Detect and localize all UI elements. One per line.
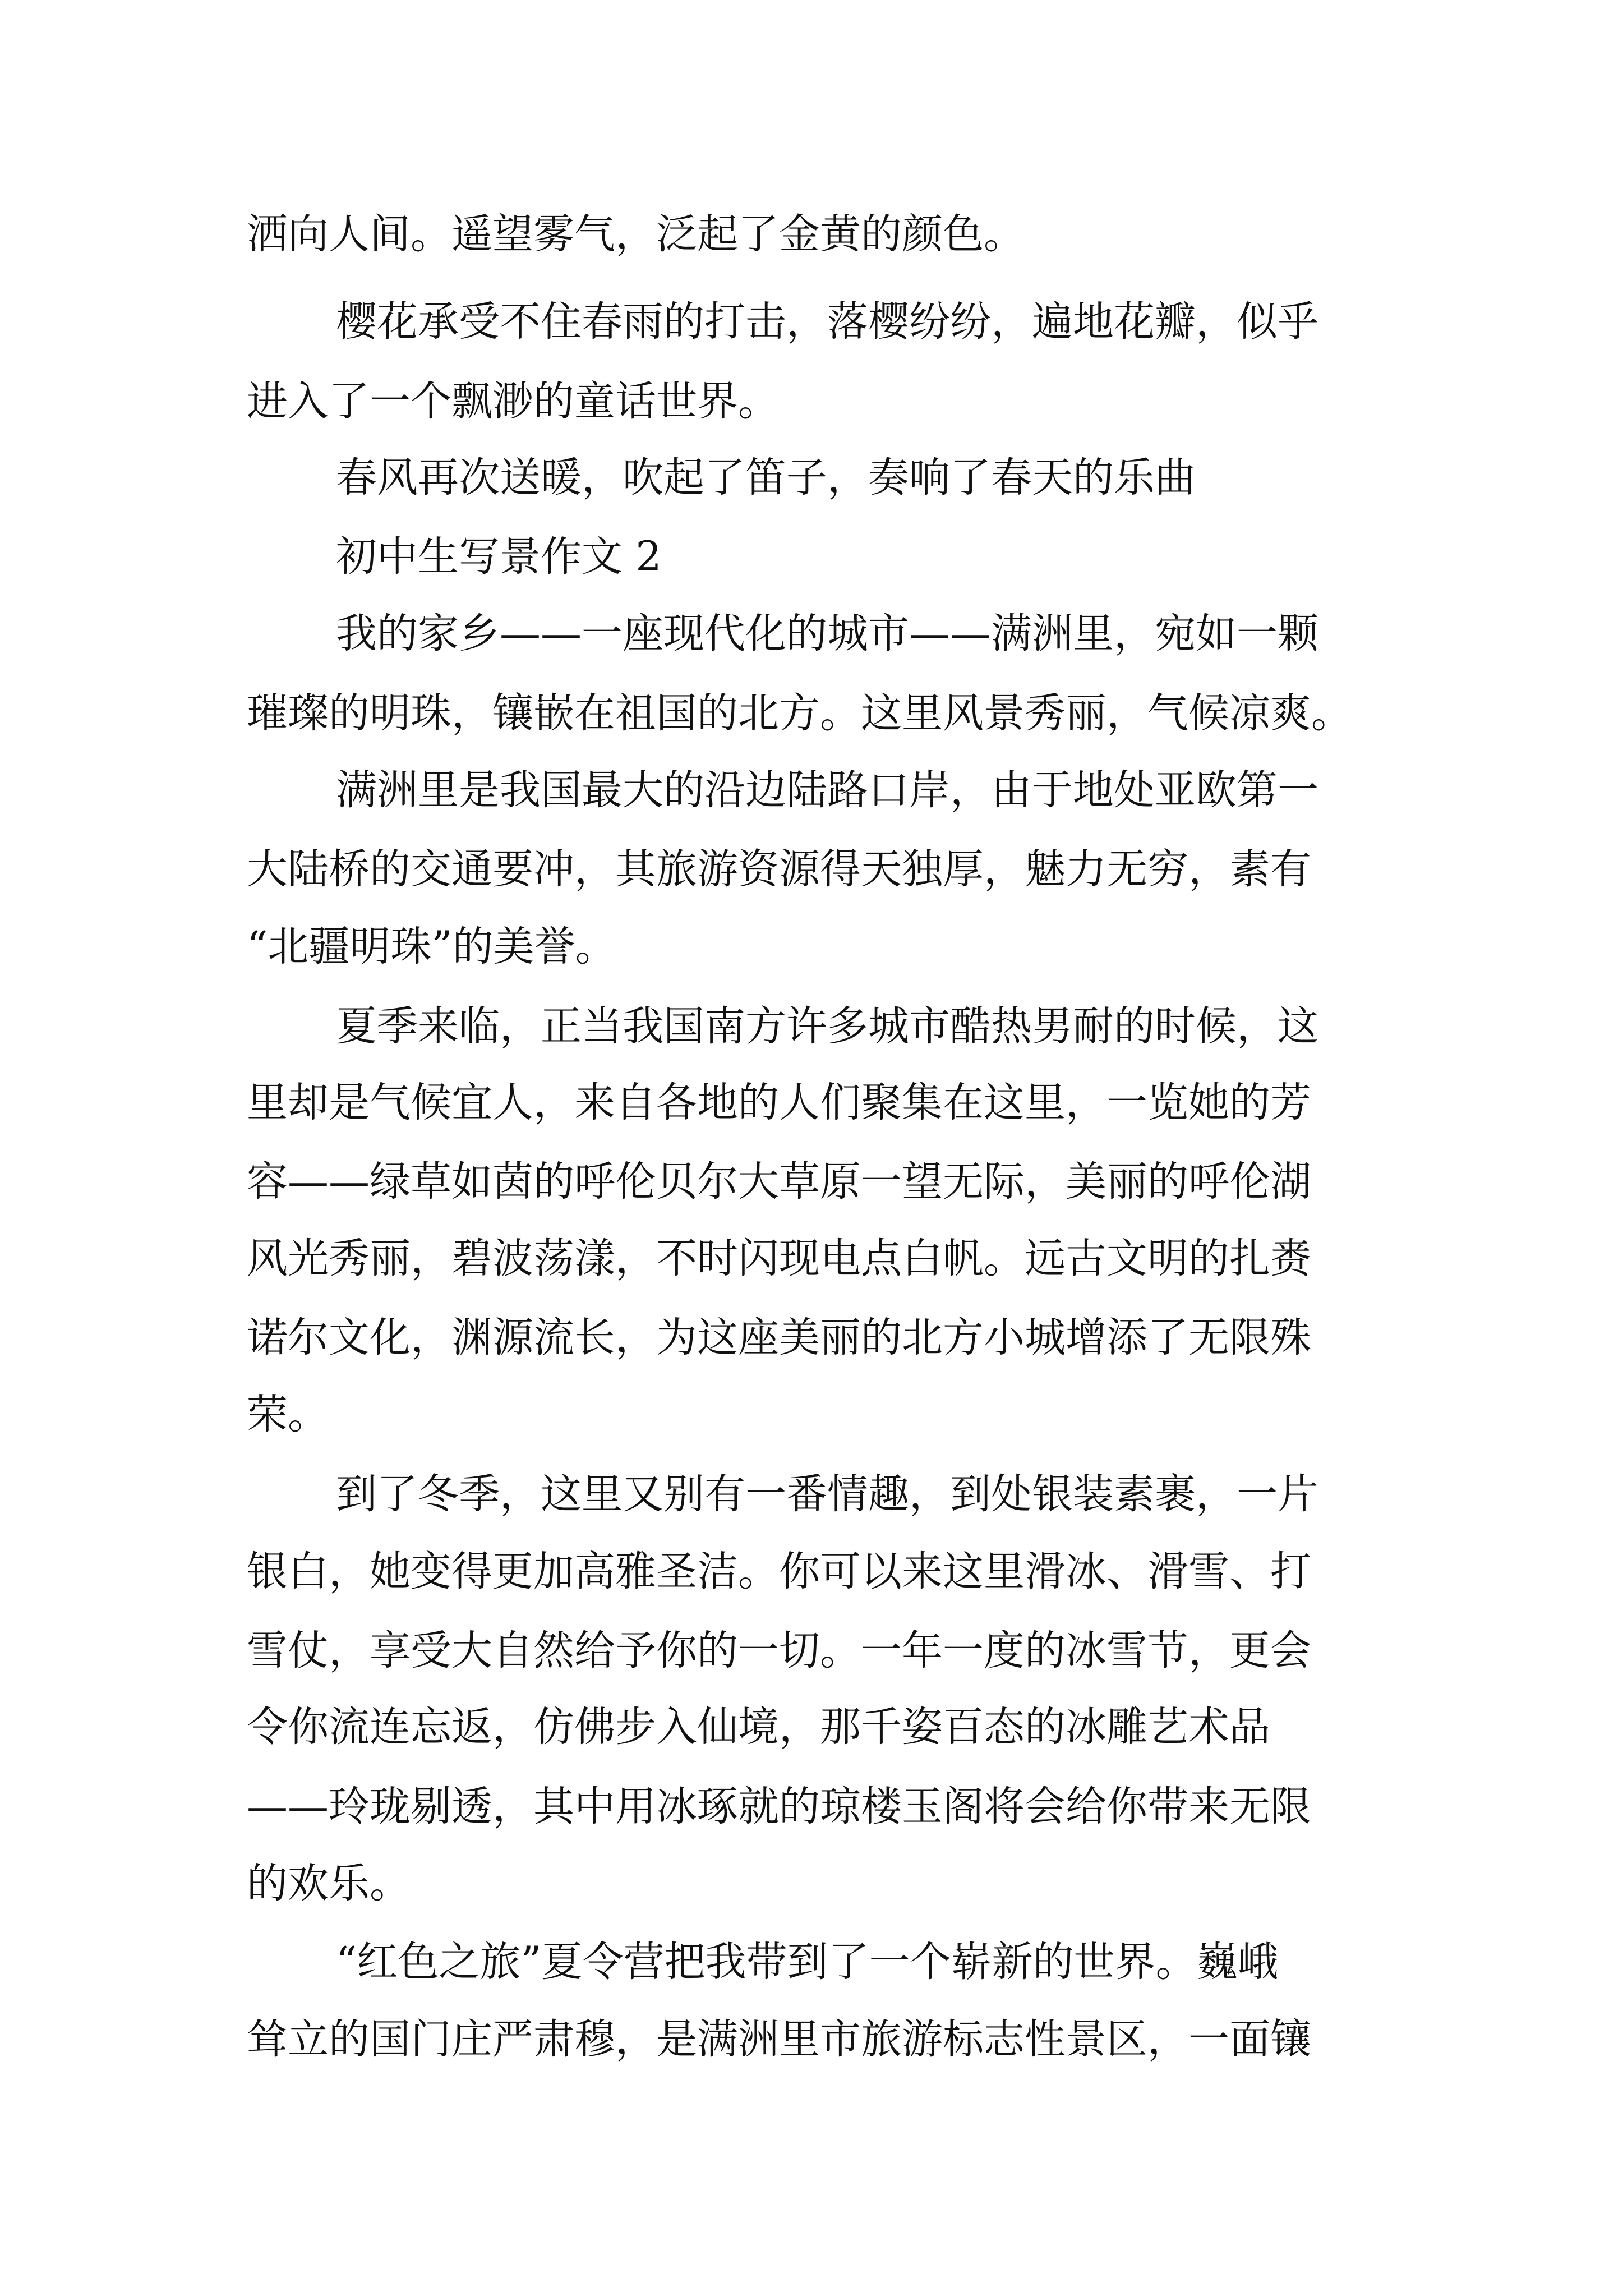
- text-line-12: 里却是气候宜人，来自各地的人们聚集在这里，一览她的芳: [247, 1079, 1311, 1126]
- text-line-3: 进入了一个飘渺的童话世界。: [247, 378, 779, 425]
- text-line-4: 春风再次送暖，吹起了笛子，奏响了春天的乐曲: [336, 454, 1196, 501]
- text-line-22: 的欢乐。: [247, 1860, 411, 1907]
- text-line-24: 耸立的国门庄严肃穆，是满洲里市旅游标志性景区，一面镶: [247, 2016, 1311, 2063]
- text-line-19: 雪仗，享受大自然给予你的一切。一年一度的冰雪节，更会: [247, 1627, 1311, 1674]
- text-line-1: 洒向人间。遥望雾气，泛起了金黄的颜色。: [247, 210, 1025, 258]
- text-line-7: 璀璨的明珠，镶嵌在祖国的北方。这里风景秀丽，气候凉爽。: [247, 689, 1352, 737]
- text-line-21: ——玲珑剔透，其中用冰琢就的琼楼玉阁将会给你带来无限: [247, 1783, 1311, 1830]
- text-line-6: 我的家乡——一座现代化的城市——满洲里，宛如一颗: [336, 610, 1318, 657]
- text-line-11: 夏季来临，正当我国南方许多城市酷热男耐的时候，这: [336, 1002, 1318, 1050]
- text-line-10: “北疆明珠”的美誉。: [247, 923, 616, 970]
- text-line-14: 风光秀丽，碧波荡漾，不时闪现电点白帆。远古文明的扎赉: [247, 1235, 1311, 1282]
- text-line-17: 到了冬季，这里又别有一番情趣，到处银装素裹，一片: [336, 1470, 1318, 1518]
- text-line-18: 银白，她变得更加高雅圣洁。你可以来这里滑冰、滑雪、打: [247, 1548, 1311, 1595]
- section-heading: 初中生写景作文 2: [336, 533, 662, 581]
- text-line-9: 大陆桥的交通要冲，其旅游资源得天独厚，魅力无穷，素有: [247, 845, 1311, 893]
- text-line-2: 樱花承受不住春雨的打击，落樱纷纷，遍地花瓣，似乎: [336, 298, 1318, 346]
- text-line-23: “红色之旅”夏令营把我带到了一个崭新的世界。巍峨: [336, 1938, 1279, 1986]
- text-line-8: 满洲里是我国最大的沿边陆路口岸，由于地处亚欧第一: [336, 766, 1318, 814]
- text-line-15: 诺尔文化，渊源流长，为这座美丽的北方小城增添了无限殊: [247, 1314, 1311, 1361]
- text-line-13: 容——绿草如茵的呼伦贝尔大草原一望无际，美丽的呼伦湖: [247, 1158, 1311, 1205]
- text-line-20: 令你流连忘返，仿佛步入仙境，那千姿百态的冰雕艺术品: [247, 1703, 1270, 1751]
- text-line-16: 荣。: [247, 1391, 329, 1438]
